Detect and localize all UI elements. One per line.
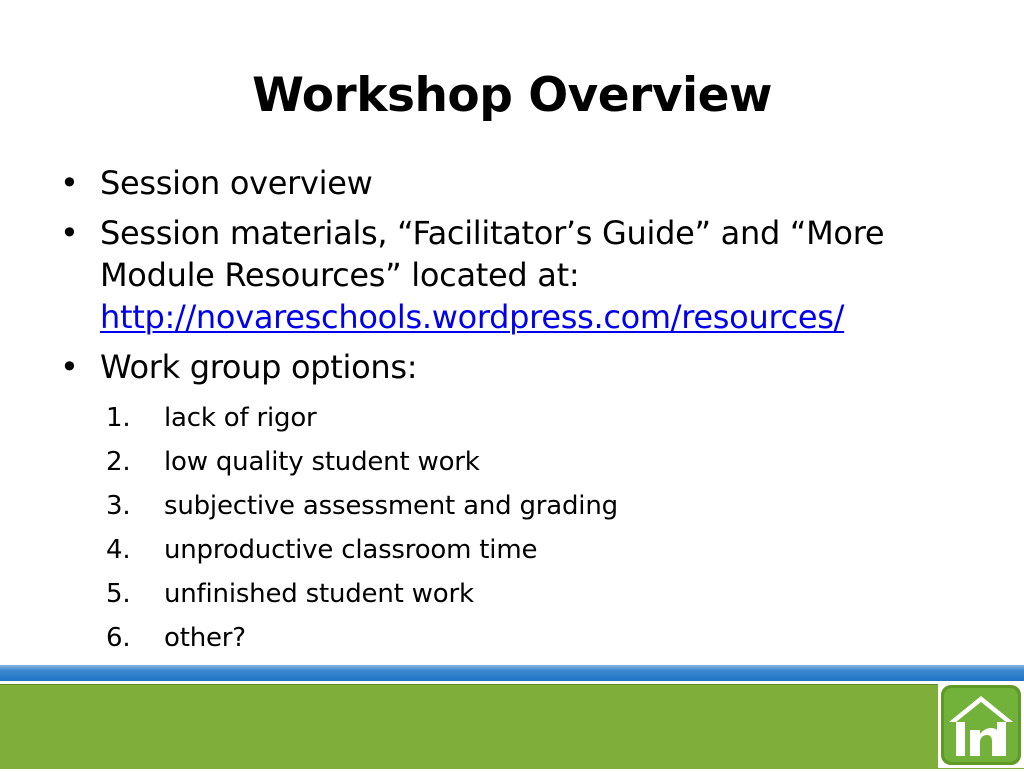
option-item xyxy=(106,572,618,616)
bullet-dot: • xyxy=(60,214,79,252)
bullet-list xyxy=(60,162,990,396)
option-number: 3. xyxy=(106,491,131,521)
footer-blue-band xyxy=(0,665,1024,681)
option-number: 4. xyxy=(106,535,131,565)
bullet-text: Session overview xyxy=(100,164,373,202)
bullet-text: Work group options: xyxy=(100,348,418,386)
option-number: 5. xyxy=(106,579,131,609)
option-text: low quality student work xyxy=(164,447,480,477)
resources-link[interactable]: http://novareschools.wordpress.com/resources/ xyxy=(100,298,845,336)
option-item xyxy=(106,484,618,528)
option-text: unproductive classroom time xyxy=(164,535,538,565)
option-text: other? xyxy=(164,623,246,653)
option-item xyxy=(106,396,618,440)
option-number: 2. xyxy=(106,447,131,477)
house-n-icon xyxy=(938,682,1024,768)
option-number: 1. xyxy=(106,403,131,433)
option-text: lack of rigor xyxy=(164,403,317,433)
bullet-dot: • xyxy=(60,348,79,386)
bullet-dot: • xyxy=(60,164,79,202)
option-item xyxy=(106,440,618,484)
option-text: subjective assessment and grading xyxy=(164,491,618,521)
option-item xyxy=(106,616,618,660)
bullet-text-line-1: Session materials, “Facilitator’s Guide” and “More xyxy=(100,214,885,252)
slide-title: Workshop Overview xyxy=(252,68,772,123)
bullet-session-materials xyxy=(60,212,990,338)
options-list xyxy=(106,396,618,660)
option-text: unfinished student work xyxy=(164,579,474,609)
footer-green-band xyxy=(0,684,1024,769)
bullet-text-line-2: Module Resources” located at: xyxy=(100,256,580,294)
option-number: 6. xyxy=(106,623,131,653)
option-item xyxy=(106,528,618,572)
bullet-session-overview xyxy=(60,162,990,204)
bullet-work-group-options xyxy=(60,346,990,388)
